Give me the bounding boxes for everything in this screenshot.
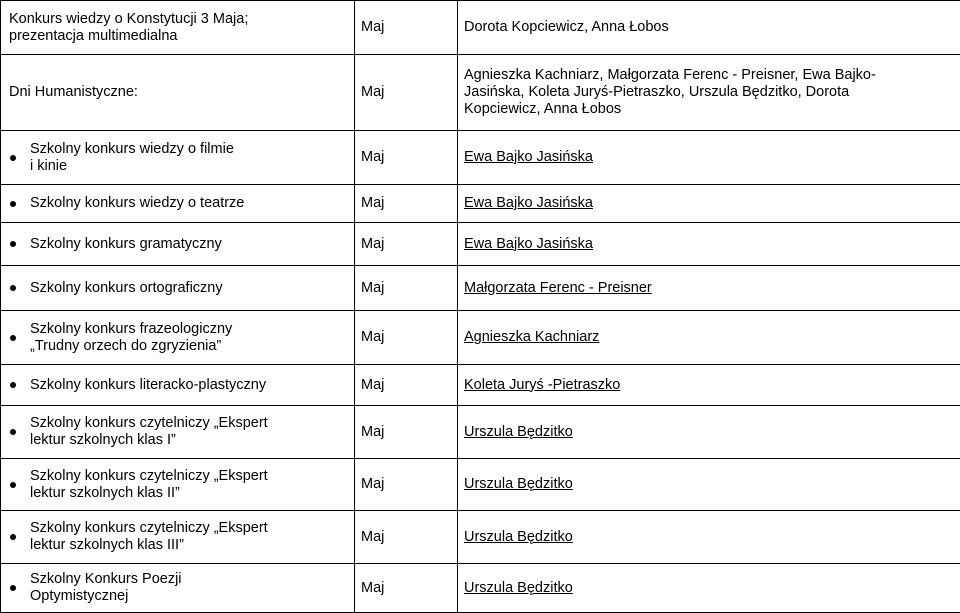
event-cell [1,406,355,459]
bullet-icon [10,335,16,341]
responsible-people: Urszula Będzitko [464,579,573,596]
month-label: Maj [361,376,385,393]
responsible-people: Agnieszka Kachniarz [464,329,600,345]
responsible-people: Urszula Będzitko [464,476,573,492]
responsible-cell [458,185,960,223]
month-cell [355,185,458,223]
responsible-people: Agnieszka Kachniarz, Małgorzata Ferenc - Preisner, Ewa Bajko- Jasińska, Koleta Juryś-Pietraszko, Urszula Będzitko, Dorota Kopciewicz, Anna Łobos [464,67,876,117]
month-label: Maj [361,423,385,440]
month-cell [355,55,458,131]
responsible-cell [458,223,960,266]
responsible-people: Ewa Bajko Jasińska [464,235,593,252]
event-cell [1,511,355,564]
month-cell [355,266,458,311]
month-cell [355,365,458,406]
event-name: Szkolny konkurs gramatyczny [30,235,222,252]
table-row [1,365,960,406]
responsible-cell [458,1,960,55]
table-row [1,311,960,365]
month-label: Maj [361,149,385,165]
responsible-people: Dorota Kopciewicz, Anna Łobos [464,19,669,35]
event-name: Szkolny konkurs ortograficzny [30,279,223,296]
table-row [1,131,960,185]
table-row [1,266,960,311]
event-name: Szkolny konkurs czytelniczy „Ekspert lektur szkolnych klas III” [30,520,268,553]
month-cell [355,511,458,564]
responsible-cell [458,365,960,406]
month-cell [355,564,458,613]
event-name: Szkolny Konkurs Poezji Optymistycznej [30,571,182,604]
event-name: Szkolny konkurs frazeologiczny „Trudny orzech do zgryzienia” [30,320,233,354]
month-cell [355,1,458,55]
table-row [1,223,960,266]
event-name: Szkolny konkurs wiedzy o filmie i kinie [30,140,234,174]
bullet-icon [10,534,16,540]
bullet-icon [10,585,16,591]
event-cell [1,55,355,131]
table-row [1,185,960,223]
bullet-icon [10,482,16,488]
responsible-people: Urszula Będzitko [464,423,573,440]
month-cell [355,406,458,459]
responsible-cell [458,131,960,185]
responsible-people: Małgorzata Ferenc - Preisner [464,279,652,296]
month-cell [355,311,458,365]
month-label: Maj [361,329,385,345]
month-label: Maj [361,84,385,100]
bullet-icon [10,429,16,435]
table-row [1,511,960,564]
event-name: Konkurs wiedzy o Konstytucji 3 Maja; prezentacja multimedialna [9,10,249,44]
table-row [1,55,960,131]
table-row [1,406,960,459]
responsible-cell [458,564,960,613]
month-cell [355,459,458,511]
bullet-icon [10,201,16,207]
month-cell [355,131,458,185]
event-name: Szkolny konkurs literacko-plastyczny [30,376,267,393]
responsible-people: Ewa Bajko Jasińska [464,149,593,165]
month-label: Maj [361,195,385,211]
responsible-cell [458,311,960,365]
bullet-icon [10,155,16,161]
event-cell [1,564,355,613]
responsible-cell [458,55,960,131]
event-cell [1,1,355,55]
event-name: Dni Humanistyczne: [9,84,138,100]
month-label: Maj [361,279,385,296]
schedule-body [1,1,960,613]
table-row [1,1,960,55]
event-name: Szkolny konkurs czytelniczy „Ekspert lektur szkolnych klas I” [30,415,268,448]
event-cell [1,459,355,511]
responsible-people: Koleta Juryś -Pietraszko [464,376,621,393]
month-cell [355,223,458,266]
event-cell [1,223,355,266]
table-row [1,564,960,613]
responsible-cell [458,459,960,511]
event-cell [1,311,355,365]
responsible-cell [458,511,960,564]
event-cell [1,365,355,406]
event-cell [1,185,355,223]
event-cell [1,131,355,185]
month-label: Maj [361,19,385,35]
bullet-icon [10,382,16,388]
responsible-people: Ewa Bajko Jasińska [464,195,593,211]
responsible-cell [458,406,960,459]
month-label: Maj [361,528,385,545]
table-row [1,459,960,511]
month-label: Maj [361,476,385,492]
event-name: Szkolny konkurs czytelniczy „Ekspert lektur szkolnych klas II” [30,467,268,501]
event-cell [1,266,355,311]
month-label: Maj [361,235,385,252]
month-label: Maj [361,579,385,596]
responsible-cell [458,266,960,311]
event-name: Szkolny konkurs wiedzy o teatrze [30,195,245,211]
responsible-people: Urszula Będzitko [464,528,573,545]
bullet-icon [10,241,16,247]
bullet-icon [10,285,16,291]
